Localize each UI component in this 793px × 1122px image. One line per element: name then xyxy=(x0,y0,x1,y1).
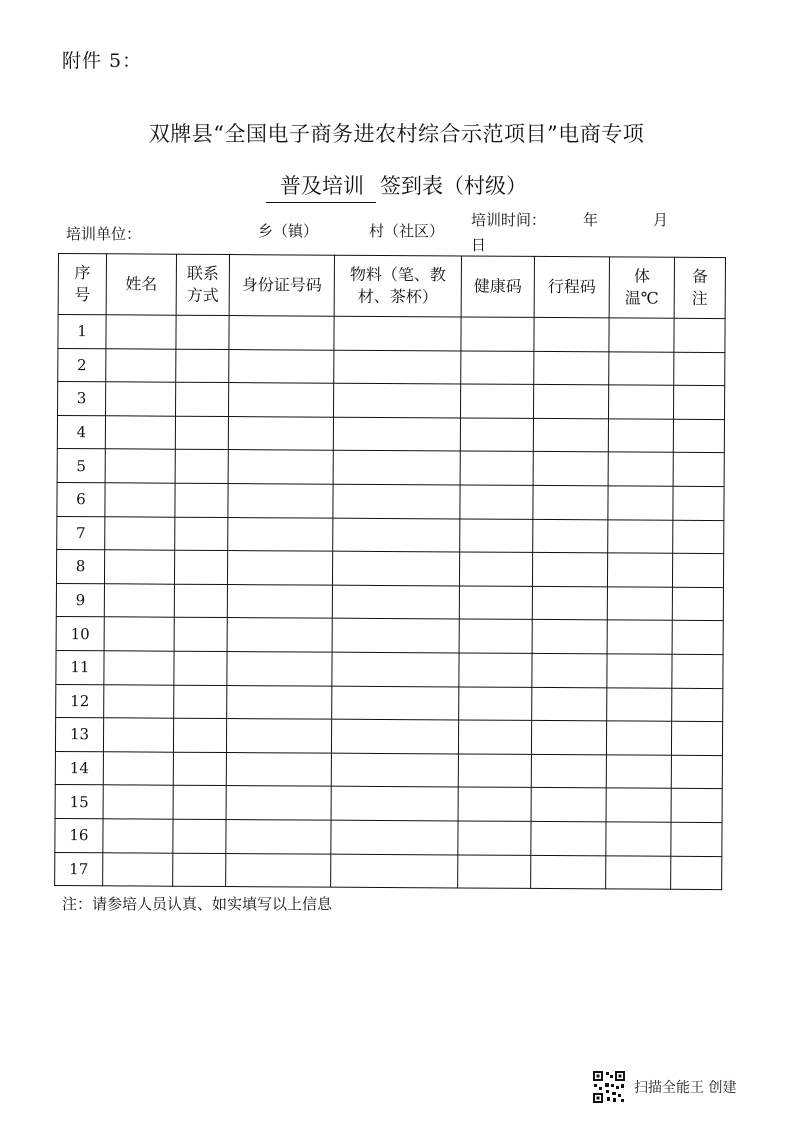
month-label: 月 xyxy=(653,211,669,229)
table-row xyxy=(55,818,722,856)
empty-cell xyxy=(334,350,461,384)
row-number: 1 xyxy=(58,315,106,349)
table-row xyxy=(57,482,724,520)
empty-cell xyxy=(608,519,673,553)
empty-cell xyxy=(331,753,458,787)
empty-cell xyxy=(227,584,332,618)
empty-cell xyxy=(103,752,173,786)
table-row xyxy=(57,516,724,554)
empty-cell xyxy=(106,348,176,382)
empty-cell xyxy=(607,553,672,587)
empty-cell xyxy=(173,853,226,887)
empty-cell xyxy=(459,619,532,653)
empty-cell xyxy=(531,788,606,822)
empty-cell xyxy=(674,318,725,352)
empty-cell xyxy=(226,752,331,786)
empty-cell xyxy=(460,451,533,485)
header-cell-temperature xyxy=(609,257,674,318)
table-row xyxy=(56,550,723,588)
empty-cell xyxy=(175,517,228,551)
table-row xyxy=(55,785,722,823)
row-number: 6 xyxy=(57,482,105,516)
empty-cell xyxy=(607,687,672,721)
empty-cell xyxy=(608,419,673,453)
empty-cell xyxy=(228,416,333,450)
document-title: 双牌县“全国电子商务进农村综合示范项目”电商专项 xyxy=(148,122,645,146)
empty-cell xyxy=(534,317,609,351)
row-number: 12 xyxy=(56,684,104,718)
empty-cell xyxy=(461,317,534,351)
empty-cell xyxy=(175,483,228,517)
empty-cell xyxy=(606,822,671,856)
header-cell-travel-code xyxy=(534,256,609,317)
empty-cell xyxy=(332,652,459,686)
subtitle-underlined: 普及培训 xyxy=(266,170,376,203)
empty-cell xyxy=(607,620,672,654)
header-cell-contact xyxy=(176,254,229,315)
empty-cell xyxy=(608,486,673,520)
empty-cell xyxy=(459,686,532,720)
empty-cell xyxy=(229,316,334,350)
header-label: 行程码 xyxy=(547,276,596,297)
empty-cell xyxy=(459,552,532,586)
header-label: 姓名 xyxy=(125,274,158,294)
empty-cell xyxy=(104,550,174,584)
header-label: 联系 方式 xyxy=(186,263,219,305)
empty-cell xyxy=(173,786,226,820)
header-label: 体 温℃ xyxy=(624,266,659,308)
row-number: 14 xyxy=(55,751,103,785)
empty-cell xyxy=(458,821,531,855)
table-row xyxy=(58,382,725,420)
empty-cell xyxy=(173,718,226,752)
empty-cell xyxy=(534,351,609,385)
table-row xyxy=(57,449,724,487)
empty-cell xyxy=(228,517,333,551)
header-label: 健康码 xyxy=(473,276,522,296)
header-cell-remarks xyxy=(674,257,725,318)
empty-cell xyxy=(606,788,671,822)
empty-cell xyxy=(228,484,333,518)
header-label: 备 注 xyxy=(691,266,708,308)
empty-cell xyxy=(672,587,723,621)
empty-cell xyxy=(673,453,724,487)
empty-cell xyxy=(174,651,227,685)
header-label: 身份证号码 xyxy=(241,275,322,295)
empty-cell xyxy=(226,853,331,887)
empty-cell xyxy=(461,384,534,418)
row-number: 16 xyxy=(55,818,103,852)
day-label: 日 xyxy=(471,236,487,254)
empty-cell xyxy=(460,418,533,452)
empty-cell xyxy=(459,586,532,620)
empty-cell xyxy=(174,685,227,719)
footnote: 注：请参培人员认真、如实填写以上信息 xyxy=(62,895,333,913)
table-row xyxy=(56,650,723,688)
empty-cell xyxy=(332,619,459,653)
empty-cell xyxy=(227,618,332,652)
empty-cell xyxy=(174,618,227,652)
empty-cell xyxy=(103,785,173,819)
empty-cell xyxy=(174,584,227,618)
town-label: 乡（镇） xyxy=(258,222,319,240)
row-number: 3 xyxy=(58,382,106,416)
row-number: 17 xyxy=(55,852,103,886)
year-label: 年 xyxy=(583,211,599,229)
empty-cell xyxy=(531,754,606,788)
empty-cell xyxy=(531,821,606,855)
empty-cell xyxy=(673,486,724,520)
empty-cell xyxy=(175,416,228,450)
header-label: 物料（笔、教 材、茶杯） xyxy=(349,264,446,307)
empty-cell xyxy=(607,654,672,688)
empty-cell xyxy=(334,383,461,417)
empty-cell xyxy=(606,755,671,789)
table-header-row xyxy=(58,254,725,319)
empty-cell xyxy=(105,516,175,550)
empty-cell xyxy=(331,820,458,854)
empty-cell xyxy=(104,617,174,651)
header-cell-health-code xyxy=(461,256,534,317)
empty-cell xyxy=(673,419,724,453)
empty-cell xyxy=(103,819,173,853)
subtitle-rest: 签到表（村级） xyxy=(380,174,527,198)
empty-cell xyxy=(672,654,723,688)
empty-cell xyxy=(672,621,723,655)
empty-cell xyxy=(459,653,532,687)
empty-cell xyxy=(672,553,723,587)
table-row xyxy=(57,415,724,453)
empty-cell xyxy=(332,551,459,585)
empty-cell xyxy=(533,485,608,519)
scanner-badge-text: 扫描全能王 创建 xyxy=(634,1080,737,1096)
empty-cell xyxy=(333,451,460,485)
empty-cell xyxy=(104,651,174,685)
table-row xyxy=(55,852,722,890)
empty-cell xyxy=(533,452,608,486)
empty-cell xyxy=(228,450,333,484)
empty-cell xyxy=(331,719,458,753)
table-row xyxy=(58,315,725,353)
empty-cell xyxy=(533,519,608,553)
empty-cell xyxy=(673,385,724,419)
table-row xyxy=(56,684,723,722)
empty-cell xyxy=(673,520,724,554)
header-cell-id-number xyxy=(229,255,334,317)
empty-cell xyxy=(531,855,606,889)
empty-cell xyxy=(671,856,722,890)
empty-cell xyxy=(105,483,175,517)
empty-cell xyxy=(672,688,723,722)
empty-cell xyxy=(332,585,459,619)
document-subtitle xyxy=(0,170,793,203)
table-row xyxy=(55,751,722,789)
empty-cell xyxy=(331,854,458,888)
empty-cell xyxy=(176,382,229,416)
row-number: 8 xyxy=(56,550,104,584)
training-time-label: 培训时间： xyxy=(471,211,547,229)
empty-cell xyxy=(608,452,673,486)
empty-cell xyxy=(607,587,672,621)
empty-cell xyxy=(173,819,226,853)
empty-cell xyxy=(333,518,460,552)
empty-cell xyxy=(458,787,531,821)
row-number: 2 xyxy=(58,348,106,382)
empty-cell xyxy=(533,418,608,452)
empty-cell xyxy=(106,315,176,349)
empty-cell xyxy=(671,789,722,823)
empty-cell xyxy=(332,686,459,720)
empty-cell xyxy=(229,349,334,383)
row-number: 9 xyxy=(56,583,104,617)
empty-cell xyxy=(106,382,176,416)
empty-cell xyxy=(176,349,229,383)
empty-cell xyxy=(532,586,607,620)
row-number: 11 xyxy=(56,650,104,684)
village-label: 村（社区） xyxy=(369,222,445,240)
empty-cell xyxy=(671,755,722,789)
empty-cell xyxy=(103,852,173,886)
empty-cell xyxy=(532,687,607,721)
empty-cell xyxy=(227,685,332,719)
empty-cell xyxy=(104,584,174,618)
empty-cell xyxy=(227,551,332,585)
empty-cell xyxy=(173,752,226,786)
empty-cell xyxy=(609,351,674,385)
qr-code-icon xyxy=(592,1070,626,1104)
empty-cell xyxy=(331,786,458,820)
header-cell-seq xyxy=(58,254,106,315)
empty-cell xyxy=(460,485,533,519)
row-number: 15 xyxy=(55,785,103,819)
empty-cell xyxy=(226,819,331,853)
attachment-label: 附件 5： xyxy=(62,50,143,72)
empty-cell xyxy=(458,754,531,788)
row-number: 13 xyxy=(55,718,103,752)
scanner-badge xyxy=(592,1070,736,1104)
empty-cell xyxy=(461,351,534,385)
empty-cell xyxy=(458,720,531,754)
header-label: 序 号 xyxy=(74,263,91,305)
row-number: 5 xyxy=(57,449,105,483)
empty-cell xyxy=(532,553,607,587)
empty-cell xyxy=(609,318,674,352)
row-number: 10 xyxy=(56,617,104,651)
empty-cell xyxy=(105,449,175,483)
row-number: 7 xyxy=(57,516,105,550)
row-number: 4 xyxy=(57,415,105,449)
empty-cell xyxy=(229,383,334,417)
empty-cell xyxy=(175,450,228,484)
header-cell-materials xyxy=(334,255,461,317)
sign-in-table xyxy=(54,253,726,890)
empty-cell xyxy=(105,416,175,450)
empty-cell xyxy=(103,718,173,752)
table-row xyxy=(55,718,722,756)
empty-cell xyxy=(334,316,461,350)
table-row xyxy=(56,583,723,621)
empty-cell xyxy=(174,550,227,584)
empty-cell xyxy=(674,352,725,386)
empty-cell xyxy=(333,484,460,518)
empty-cell xyxy=(608,385,673,419)
empty-cell xyxy=(671,721,722,755)
empty-cell xyxy=(227,651,332,685)
empty-cell xyxy=(226,719,331,753)
empty-cell xyxy=(532,620,607,654)
empty-cell xyxy=(532,653,607,687)
empty-cell xyxy=(333,417,460,451)
empty-cell xyxy=(533,385,608,419)
empty-cell xyxy=(226,786,331,820)
empty-cell xyxy=(176,315,229,349)
empty-cell xyxy=(606,855,671,889)
empty-cell xyxy=(104,684,174,718)
table-row xyxy=(58,348,725,386)
header-cell-name xyxy=(106,254,176,315)
table-row xyxy=(56,617,723,655)
empty-cell xyxy=(606,721,671,755)
empty-cell xyxy=(458,854,531,888)
empty-cell xyxy=(671,822,722,856)
empty-cell xyxy=(531,721,606,755)
training-unit-label: 培训单位： xyxy=(66,225,142,243)
empty-cell xyxy=(460,519,533,553)
